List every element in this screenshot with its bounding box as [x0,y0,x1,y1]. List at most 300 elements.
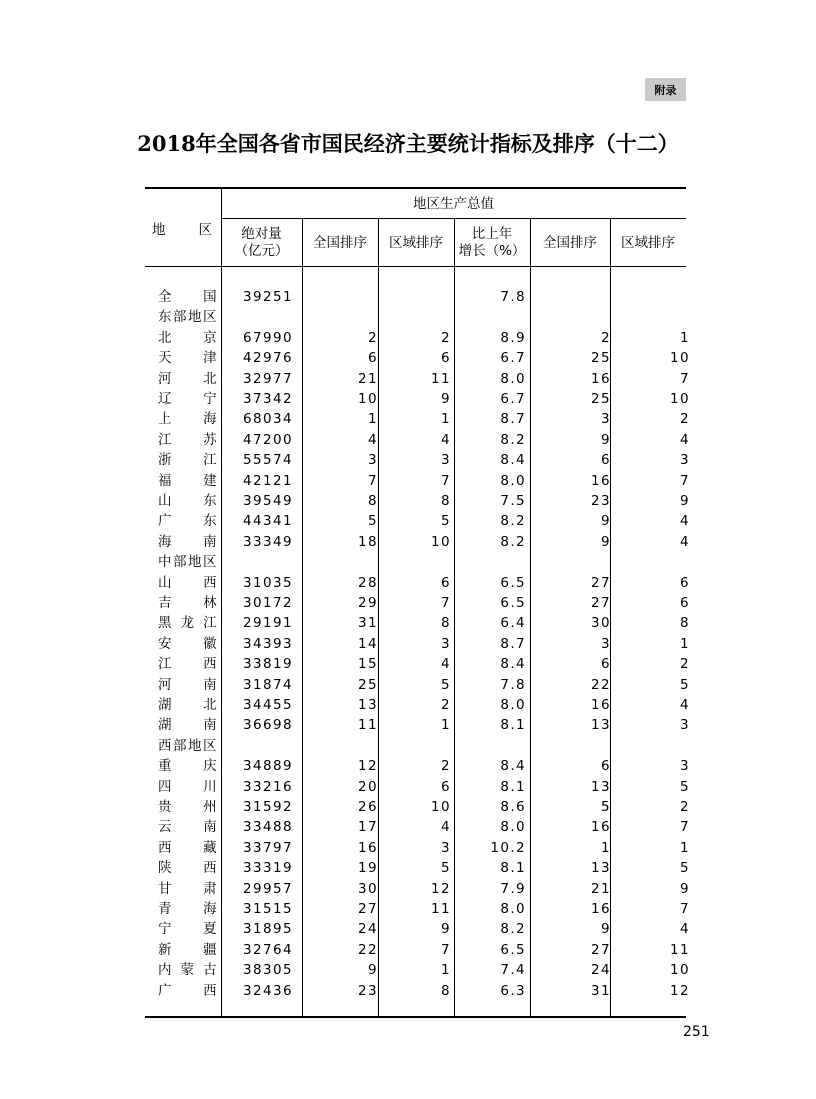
growth-rate-cell: 8.1 [500,860,526,877]
section-label: 东部地区 [158,309,218,326]
region-name [158,348,218,368]
growth-regional-rank-cell: 7 [680,370,690,387]
growth-rate-cell: 8.2 [500,533,526,550]
region-name-char: 南 [203,717,218,734]
region-name-char: 徽 [203,635,218,652]
region-name-char: 湖 [158,697,173,713]
region-name-char: 南 [203,533,218,550]
region-name-char: 江 [203,615,218,632]
gdp-absolute-cell: 44341 [243,513,293,530]
header-growth-line1: 比上年 [471,226,513,242]
region-name-char: 北 [158,329,173,346]
region-name-char: 南 [203,819,218,836]
regional-rank-cell: 1 [441,411,451,428]
header-abs-line2: （亿元） [234,243,289,259]
region-name [158,654,218,674]
growth-regional-rank-cell: 4 [680,697,690,713]
gdp-absolute-cell: 42976 [243,350,293,367]
national-rank-cell: 23 [358,982,378,999]
region-name [158,756,218,776]
regional-rank-cell: 2 [441,697,451,713]
growth-regional-rank-cell: 9 [680,493,690,509]
table-row [145,879,690,899]
growth-rate-cell: 8.2 [500,921,526,938]
region-name-char: 吉 [158,595,173,611]
national-rank-cell: 1 [368,411,378,428]
growth-rate-cell: 7.8 [500,289,526,305]
national-rank-cell: 20 [358,778,378,795]
growth-national-rank-cell: 13 [591,860,611,877]
national-rank-cell: 8 [368,493,378,509]
header-abs-line1: 绝对量 [241,226,282,242]
region-name-char: 宁 [158,921,173,938]
region-name [158,715,218,735]
growth-regional-rank-cell: 9 [680,880,690,897]
gdp-absolute-cell: 31035 [243,574,293,591]
growth-national-rank-cell: 6 [601,656,611,673]
gdp-absolute-cell: 67990 [243,329,293,346]
gdp-absolute-cell: 32977 [243,370,293,387]
growth-rate-cell: 6.5 [500,941,526,958]
national-rank-cell: 9 [368,962,378,979]
national-rank-cell: 21 [358,370,378,387]
growth-regional-rank-cell: 11 [670,941,690,958]
gdp-absolute-cell: 29957 [243,880,293,897]
growth-national-rank-cell: 6 [601,452,611,469]
region-name-char: 疆 [203,941,218,958]
growth-national-rank-cell: 2 [601,329,611,346]
gdp-absolute-cell: 42121 [243,472,293,489]
growth-regional-rank-cell: 10 [670,391,690,407]
gdp-absolute-cell: 39549 [243,493,293,509]
regional-rank-cell: 6 [441,350,451,367]
region-name-char: 安 [158,635,173,652]
region-name-char: 天 [158,350,173,367]
national-rank-cell: 5 [368,513,378,530]
growth-rate-cell: 8.4 [500,452,526,469]
regional-rank-cell: 6 [441,574,451,591]
region-name-char: 西 [158,839,173,856]
table-row [145,715,690,735]
region-name-char: 夏 [203,921,218,938]
growth-regional-rank-cell: 5 [680,676,690,693]
growth-regional-rank-cell: 3 [680,452,690,469]
national-rank-cell: 14 [358,635,378,652]
gdp-absolute-cell: 36698 [243,717,293,734]
regional-rank-cell: 5 [441,513,451,530]
growth-national-rank-cell: 16 [591,697,611,713]
region-name [158,613,218,633]
growth-national-rank-cell: 3 [601,411,611,428]
growth-regional-rank-cell: 10 [670,350,690,367]
region-name-char: 广 [158,982,173,999]
region-name [158,919,218,939]
national-rank-cell: 3 [368,452,378,469]
region-name-char: 林 [203,595,218,611]
gdp-absolute-cell: 33319 [243,860,293,877]
region-name-char: 海 [203,901,218,917]
table-row [145,287,686,307]
growth-rate-cell: 8.2 [500,431,526,448]
table-row [145,838,690,858]
table-row [145,471,690,491]
growth-regional-rank-cell: 6 [680,595,690,611]
page-number: 251 [683,1024,710,1040]
region-name-char: 河 [158,370,173,387]
national-rank-cell: 12 [358,758,378,775]
growth-rate-cell: 8.0 [500,697,526,713]
region-name [158,675,218,695]
growth-national-rank-cell: 27 [591,574,611,591]
region-name-char: 湖 [158,717,173,734]
region-name [158,695,218,715]
national-rank-cell: 29 [358,595,378,611]
gdp-absolute-cell: 34393 [243,635,293,652]
region-name-char: 山 [158,574,173,591]
region-name-char: 西 [203,656,218,673]
growth-national-rank-cell: 16 [591,472,611,489]
table-row [145,756,690,776]
gdp-absolute-cell: 34889 [243,758,293,775]
national-rank-cell: 27 [358,901,378,917]
region-name [158,797,218,817]
table-row [145,797,690,817]
gdp-absolute-cell: 31874 [243,676,293,693]
growth-national-rank-cell: 21 [591,880,611,897]
region-name [158,858,218,878]
growth-rate-cell: 6.3 [500,982,526,999]
region-name [158,879,218,899]
regional-rank-cell: 7 [441,595,451,611]
regional-rank-cell: 10 [431,799,451,815]
table-row [145,389,690,409]
region-name-char: 国 [203,289,218,305]
header-abs [221,226,302,260]
gdp-absolute-cell: 31895 [243,921,293,938]
regional-rank-cell: 4 [441,431,451,448]
growth-national-rank-cell: 16 [591,901,611,917]
regional-rank-cell: 7 [441,941,451,958]
growth-rate-cell: 8.2 [500,513,526,530]
region-name [158,838,218,858]
growth-national-rank-cell: 13 [591,778,611,795]
gdp-absolute-cell: 29191 [243,615,293,632]
regional-rank-cell: 8 [441,982,451,999]
region-name-char: 福 [158,472,173,489]
gdp-absolute-cell: 31515 [243,901,293,917]
region-name-char: 北 [203,370,218,387]
region-name-char: 黑 [158,615,173,632]
growth-rate-cell: 8.6 [500,799,526,815]
gdp-absolute-cell: 31592 [243,799,293,815]
region-name [158,511,218,531]
growth-national-rank-cell: 6 [601,758,611,775]
region-name-char: 津 [203,350,218,367]
growth-national-rank-cell: 25 [591,391,611,407]
growth-national-rank-cell: 31 [591,982,611,999]
regional-rank-cell: 3 [441,839,451,856]
national-rank-cell: 25 [358,676,378,693]
region-name-char: 上 [158,411,173,428]
national-rank-cell: 6 [368,350,378,367]
region-name-char: 重 [158,758,173,775]
growth-national-rank-cell: 9 [601,921,611,938]
table-row [145,695,690,715]
gdp-absolute-cell: 39251 [243,289,293,305]
region-name-char: 宁 [203,391,218,407]
section-label: 中部地区 [158,554,218,571]
header-national-rank-growth: 全国排序 [543,235,597,251]
region-name-char: 古 [203,962,218,979]
growth-rate-cell: 6.4 [500,615,526,632]
growth-rate-cell: 8.7 [500,411,526,428]
table-row [145,593,690,613]
region-name [158,817,218,837]
region-name-char: 江 [158,431,173,448]
region-name-char: 河 [158,676,173,693]
appendix-tag: 附录 [645,78,686,101]
table-row [145,654,690,674]
table-row [145,858,690,878]
gdp-absolute-cell: 55574 [243,452,293,469]
section-row [145,307,686,327]
table-row [145,369,690,389]
header-gdp-group: 地区生产总值 [413,196,494,212]
regional-rank-cell: 4 [441,819,451,836]
growth-rate-cell: 8.7 [500,635,526,652]
table-row [145,450,690,470]
regional-rank-cell: 5 [441,860,451,877]
regional-rank-cell: 1 [441,717,451,734]
table-bottom-rule [145,1016,686,1018]
header-bottom-rule [145,266,686,267]
region-name [158,899,218,919]
growth-national-rank-cell: 22 [591,676,611,693]
region-name-char: 东 [203,493,218,509]
region-name-char: 内 [158,962,173,979]
gdp-absolute-cell: 68034 [243,411,293,428]
growth-national-rank-cell: 25 [591,350,611,367]
growth-national-rank-cell: 9 [601,431,611,448]
region-name-char: 建 [203,472,218,489]
header-regional-rank-growth: 区域排序 [621,235,675,251]
region-name-char: 新 [158,941,173,958]
national-rank-cell: 10 [358,391,378,407]
growth-rate-cell: 7.8 [500,676,526,693]
growth-national-rank-cell: 1 [601,839,611,856]
growth-rate-cell: 6.7 [500,350,526,367]
gdp-absolute-cell: 33797 [243,839,293,856]
table-row [145,981,690,1001]
growth-rate-cell: 8.0 [500,472,526,489]
region-name-char: 浙 [158,452,173,469]
region-name [158,981,218,1001]
regional-rank-cell: 9 [441,391,451,407]
growth-rate-cell: 8.4 [500,758,526,775]
region-name-char: 贵 [158,799,173,815]
region-name-char: 龙 [180,615,196,632]
region-name-char: 山 [158,493,173,509]
regional-rank-cell: 1 [441,962,451,979]
region-name [158,960,218,980]
growth-rate-cell: 8.0 [500,901,526,917]
table-row [145,940,690,960]
region-name-char: 东 [203,513,218,530]
region-name-char: 甘 [158,880,173,897]
growth-rate-cell: 6.7 [500,391,526,407]
regional-rank-cell: 3 [441,452,451,469]
growth-rate-cell: 6.5 [500,595,526,611]
regional-rank-cell: 8 [441,493,451,509]
national-rank-cell: 22 [358,941,378,958]
region-name-char: 广 [158,513,173,530]
region-name-char: 辽 [158,391,173,407]
growth-regional-rank-cell: 4 [680,921,690,938]
region-name-char: 全 [158,289,173,305]
table-row [145,430,690,450]
region-name-char: 南 [203,676,218,693]
growth-national-rank-cell: 3 [601,635,611,652]
region-name-char: 藏 [203,839,218,856]
region-name-char: 蒙 [180,962,196,979]
regional-rank-cell: 2 [441,329,451,346]
region-name-char: 北 [203,697,218,713]
growth-regional-rank-cell: 1 [680,329,690,346]
regional-rank-cell: 11 [431,370,451,387]
national-rank-cell: 18 [358,533,378,550]
growth-regional-rank-cell: 4 [680,513,690,530]
growth-national-rank-cell: 9 [601,513,611,530]
section-row [145,552,686,572]
header-region: 地 区 [152,222,214,238]
national-rank-cell: 7 [368,472,378,489]
gdp-absolute-cell: 33216 [243,778,293,795]
growth-regional-rank-cell: 7 [680,901,690,917]
table-row [145,960,690,980]
regional-rank-cell: 12 [431,880,451,897]
region-name [158,409,218,429]
region-name-char: 京 [203,329,218,346]
table-row [145,328,690,348]
table-row [145,511,690,531]
region-name-char: 西 [203,982,218,999]
gdp-absolute-cell: 32436 [243,982,293,999]
region-name [158,573,218,593]
region-name [158,287,218,307]
region-name-char: 西 [203,574,218,591]
growth-regional-rank-cell: 12 [670,982,690,999]
table-row [145,348,690,368]
table-row [145,634,690,654]
growth-national-rank-cell: 27 [591,941,611,958]
growth-rate-cell: 8.0 [500,819,526,836]
table-row [145,573,690,593]
region-name-char: 苏 [203,431,218,448]
regional-rank-cell: 10 [431,533,451,550]
national-rank-cell: 17 [358,819,378,836]
region-name [158,369,218,389]
growth-rate-cell: 8.1 [500,717,526,734]
region-name [158,450,218,470]
section-label: 西部地区 [158,737,218,754]
growth-rate-cell: 8.9 [500,329,526,346]
region-name-char: 州 [203,799,218,815]
region-name-char: 海 [158,533,173,550]
growth-regional-rank-cell: 5 [680,778,690,795]
gdp-absolute-cell: 33349 [243,533,293,550]
region-name-char: 海 [203,411,218,428]
table-row [145,777,690,797]
growth-national-rank-cell: 27 [591,595,611,611]
region-name-char: 青 [158,901,173,917]
national-rank-cell: 28 [358,574,378,591]
region-name-char: 肃 [203,880,218,897]
national-rank-cell: 4 [368,431,378,448]
gdp-absolute-cell: 34455 [243,697,293,713]
region-name-char: 川 [203,778,218,795]
gdp-absolute-cell: 38305 [243,962,293,979]
table-row [145,899,690,919]
national-rank-cell: 11 [358,717,378,734]
growth-regional-rank-cell: 7 [680,819,690,836]
growth-regional-rank-cell: 7 [680,472,690,489]
table-row [145,613,690,633]
gdp-absolute-cell: 33488 [243,819,293,836]
header-national-rank: 全国排序 [313,235,367,251]
growth-rate-cell: 7.9 [500,880,526,897]
table-row [145,675,690,695]
table-row [145,491,690,511]
table-row [145,817,690,837]
region-name [158,940,218,960]
table-row [145,409,690,429]
growth-national-rank-cell: 16 [591,819,611,836]
growth-regional-rank-cell: 4 [680,431,690,448]
growth-rate-cell: 8.1 [500,778,526,795]
growth-national-rank-cell: 23 [591,493,611,509]
growth-regional-rank-cell: 6 [680,574,690,591]
growth-rate-cell: 10.2 [490,839,526,856]
national-rank-cell: 2 [368,329,378,346]
page-title: 2018年全国各省市国民经济主要统计指标及排序（十二） [137,131,679,156]
growth-national-rank-cell: 24 [591,962,611,979]
regional-rank-cell: 2 [441,758,451,775]
region-name-char: 陕 [158,860,173,877]
growth-regional-rank-cell: 1 [680,635,690,652]
growth-regional-rank-cell: 2 [680,799,690,815]
region-name [158,532,218,552]
regional-rank-cell: 8 [441,615,451,632]
table-row [145,532,690,552]
national-rank-cell: 31 [358,615,378,632]
header-regional-rank: 区域排序 [389,235,443,251]
growth-regional-rank-cell: 2 [680,411,690,428]
region-name [158,328,218,348]
growth-regional-rank-cell: 10 [670,962,690,979]
national-rank-cell: 26 [358,799,378,815]
growth-rate-cell: 8.4 [500,656,526,673]
gdp-absolute-cell: 30172 [243,595,293,611]
region-name [158,471,218,491]
growth-national-rank-cell: 13 [591,717,611,734]
regional-rank-cell: 7 [441,472,451,489]
growth-national-rank-cell: 9 [601,533,611,550]
growth-rate-cell: 8.0 [500,370,526,387]
national-rank-cell: 24 [358,921,378,938]
regional-rank-cell: 11 [431,901,451,917]
region-name-char: 江 [158,656,173,673]
national-rank-cell: 13 [358,697,378,713]
